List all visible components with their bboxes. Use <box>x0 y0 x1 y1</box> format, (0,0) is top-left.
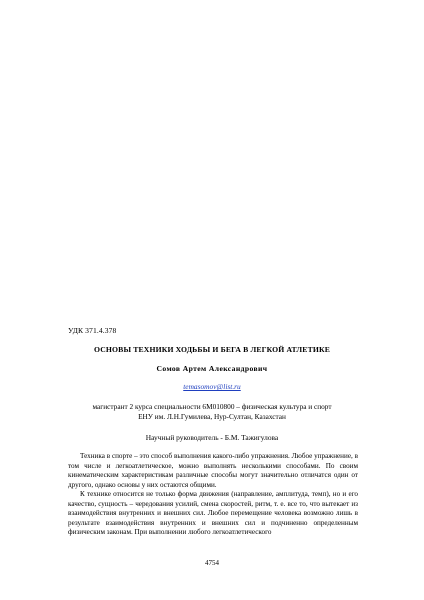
scientific-supervisor: Научный руководитель - Б.М. Тажигулова <box>145 433 279 442</box>
body-text <box>68 452 358 538</box>
paragraph-2: К технике относится не только форма движения (направление, амплитуда, темп), но и его качество, сущность – чередования усилий, смена скоростей, ритм, т. е. все то, что вытекает из взаимодействия внутренних и внешних сил. Любое перемещение человека возможно лишь в результате взаимодействия внутренних и внешних сил и подчиненно определенным физическим законам. При выполнении любого легкоатлетического <box>68 490 358 537</box>
affiliation-line-1: магистрант 2 курса специальности 6М010800 – физическая культура и спорт <box>92 402 332 411</box>
author-name: Сомов Артем Александрович <box>156 364 268 373</box>
paper-title: ОСНОВЫ ТЕХНИКИ ХОДЬБЫ И БЕГА В ЛЕГКОЙ АТЛЕТИКЕ <box>94 345 330 354</box>
page-number: 4754 <box>205 559 219 567</box>
affiliation-line-2: ЕНУ им. Л.Н.Гумилева, Нур-Султан, Казахстан <box>138 411 286 421</box>
author-email-link[interactable]: temasomov@list.ru <box>183 382 241 391</box>
author-affiliation <box>60 402 364 421</box>
udk-code: УДК 371.4.378 <box>68 326 117 335</box>
paragraph-1: Техника в спорте – это способ выполнения какого-либо упражнения. Любое упражнение, в том числе и легкоатлетическое, можно выполнять несколькими способами. По своим кинематическим характеристикам различные способы могут значительно отличатся один от другого, однако основы у них остаются общими. <box>68 452 358 489</box>
